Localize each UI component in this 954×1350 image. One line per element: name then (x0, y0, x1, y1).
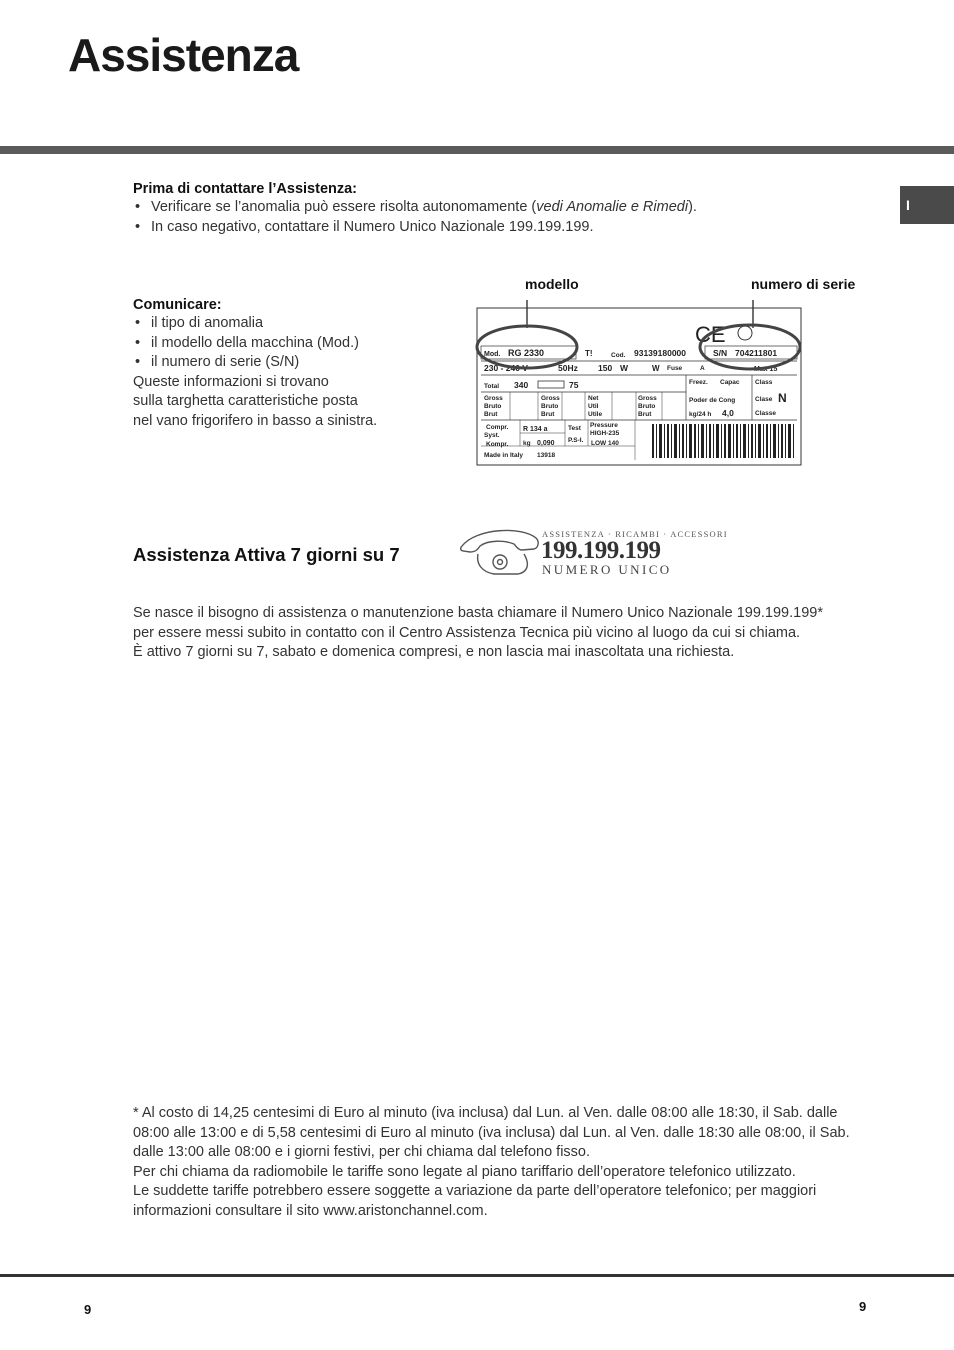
before-contact-section (133, 181, 893, 237)
svg-text:Capac: Capac (720, 379, 740, 386)
logo-top-text: ASSISTENZA · RICAMBI · ACCESSORI (542, 529, 728, 539)
before-contact-heading: Prima di contattare l’Assistenza: (133, 181, 358, 197)
svg-text:Classe: Classe (755, 410, 776, 417)
svg-text:Total: Total (484, 383, 500, 390)
plate-serial-value: 704211801 (735, 348, 778, 358)
svg-text:Bruto: Bruto (638, 403, 656, 410)
plate-model-value: RG 2330 (508, 348, 545, 358)
list-item: • il tipo di anomalia (133, 314, 433, 334)
svg-text:R 134 a: R 134 a (523, 426, 548, 433)
svg-text:T!: T! (585, 349, 593, 358)
svg-text:Cod.: Cod. (611, 352, 626, 359)
svg-text:Utile: Utile (588, 411, 603, 418)
svg-text:Kompr.: Kompr. (486, 441, 509, 448)
svg-text:HIGH-235: HIGH-235 (590, 430, 620, 437)
rating-plate-illustration (470, 300, 810, 470)
svg-text:Bruto: Bruto (541, 403, 559, 410)
svg-text:Net: Net (588, 395, 599, 402)
svg-text:Compr.: Compr. (486, 424, 509, 431)
svg-text:Max 15: Max 15 (754, 366, 778, 373)
logo-bottom-text: NUMERO UNICO (542, 562, 672, 577)
svg-text:Brut: Brut (638, 411, 652, 418)
svg-text:A: A (700, 365, 705, 372)
logo-number: 199.199.199 (541, 537, 661, 564)
svg-text:230 - 240 V~: 230 - 240 V~ (484, 363, 533, 373)
svg-text:Gross: Gross (541, 395, 560, 402)
communicate-list (133, 314, 433, 373)
svg-text:50Hz: 50Hz (558, 363, 578, 373)
svg-text:75: 75 (569, 380, 579, 390)
svg-text:Made in Italy: Made in Italy (484, 452, 524, 459)
svg-text:Gross: Gross (638, 395, 657, 402)
svg-text:LOW 140: LOW 140 (591, 440, 619, 447)
ce-mark: CE (695, 322, 726, 347)
svg-text:0,090: 0,090 (537, 440, 555, 447)
numero-unico-logo (458, 524, 728, 580)
list-item: • In caso negativo, contattare il Numero Unico Nazionale 199.199.199. (133, 218, 893, 238)
svg-text:150: 150 (598, 363, 613, 373)
svg-text:P.S-I.: P.S-I. (568, 437, 584, 444)
svg-text:Util: Util (588, 403, 599, 410)
communicate-note: Queste informazioni si trovano sulla targhetta caratteristiche posta nel vano frigorifero in basso a sinistra. (133, 373, 378, 429)
svg-text:Bruto: Bruto (484, 403, 502, 410)
svg-text:Gross: Gross (484, 395, 503, 402)
communicate-section (133, 297, 433, 431)
svg-text:W: W (620, 363, 629, 373)
before-contact-list (133, 198, 893, 237)
footer-divider (0, 1274, 954, 1277)
page-title: Assistenza (68, 29, 299, 81)
svg-text:Freez.: Freez. (689, 379, 708, 386)
svg-text:Pressure: Pressure (590, 422, 618, 429)
svg-text:N: N (778, 391, 787, 405)
svg-text:340: 340 (514, 380, 529, 390)
telephone-icon (461, 530, 539, 574)
svg-text:kg/24 h: kg/24 h (689, 411, 712, 418)
svg-text:Brut: Brut (484, 411, 498, 418)
cross-reference: vedi Anomalie e Rimedi (536, 199, 689, 215)
svg-text:Fuse: Fuse (667, 365, 683, 372)
serial-callout-label: numero di serie (751, 276, 856, 292)
svg-text:Test: Test (568, 425, 581, 432)
list-item: • Verificare se l’anomalia può essere risolta autonomamente (vedi Anomalie e Rimedi). (133, 198, 893, 218)
assistance-active-heading: Assistenza Attiva 7 giorni su 7 (133, 544, 400, 565)
list-item: • il numero di serie (S/N) (133, 353, 433, 373)
assistance-description: Se nasce il bisogno di assistenza o manutenzione basta chiamare il Numero Unico Nazionale 199.199.199* per essere messi subito in contatto con il Centro Assistenza Tecnica più vicino al luogo da cui si chiama. È attivo 7 giorni su 7, sabato e domenica compresi, e non lascia mai inascoltata una richiesta. (133, 605, 823, 660)
svg-text:Brut: Brut (541, 411, 555, 418)
page-number-right: 9 (859, 1299, 867, 1314)
svg-text:S/N: S/N (713, 348, 728, 358)
tariff-footnote: * Al costo di 14,25 centesimi di Euro al minuto (iva inclusa) dal Lun. al Ven. dalle 08:00 alle 18:30, il Sab. dalle 08:00 alle 13:00 e di 5,58 centesimi di Euro al minuto (iva inclusa) dal Lun. al Ven. dalle 18:30 alle 08:00, il Sab. dalle 13:00 alle 08:00 e i giorni festivi, per chi chiama dal telefono fisso. Per chi chiama da radiomobile le tariffe sono legate al piano tariffario dell’operatore telefonico utilizzato. Le suddette tariffe potrebbero essere soggette a variazione da parte dell’operatore telefonico; per maggiori informazioni consultare il sito www.aristonchannel.com. (133, 1105, 850, 1219)
page-number-left: 9 (84, 1302, 92, 1317)
model-callout-label: modello (525, 276, 579, 292)
plate-code-value: 93139180000 (634, 348, 687, 358)
svg-text:Mod.: Mod. (484, 351, 501, 358)
svg-text:4,0: 4,0 (722, 408, 734, 418)
svg-text:Syst.: Syst. (484, 432, 500, 439)
svg-text:Poder de Cong: Poder de Cong (689, 397, 736, 404)
svg-text:Clase: Clase (755, 396, 773, 403)
header-divider (0, 146, 954, 154)
communicate-heading: Comunicare: (133, 297, 222, 313)
language-tab: I (900, 186, 954, 224)
svg-text:13918: 13918 (537, 452, 556, 459)
svg-text:W: W (652, 364, 660, 373)
svg-text:kg: kg (523, 440, 531, 447)
list-item: • il modello della macchina (Mod.) (133, 334, 433, 354)
svg-text:Class: Class (755, 379, 773, 386)
